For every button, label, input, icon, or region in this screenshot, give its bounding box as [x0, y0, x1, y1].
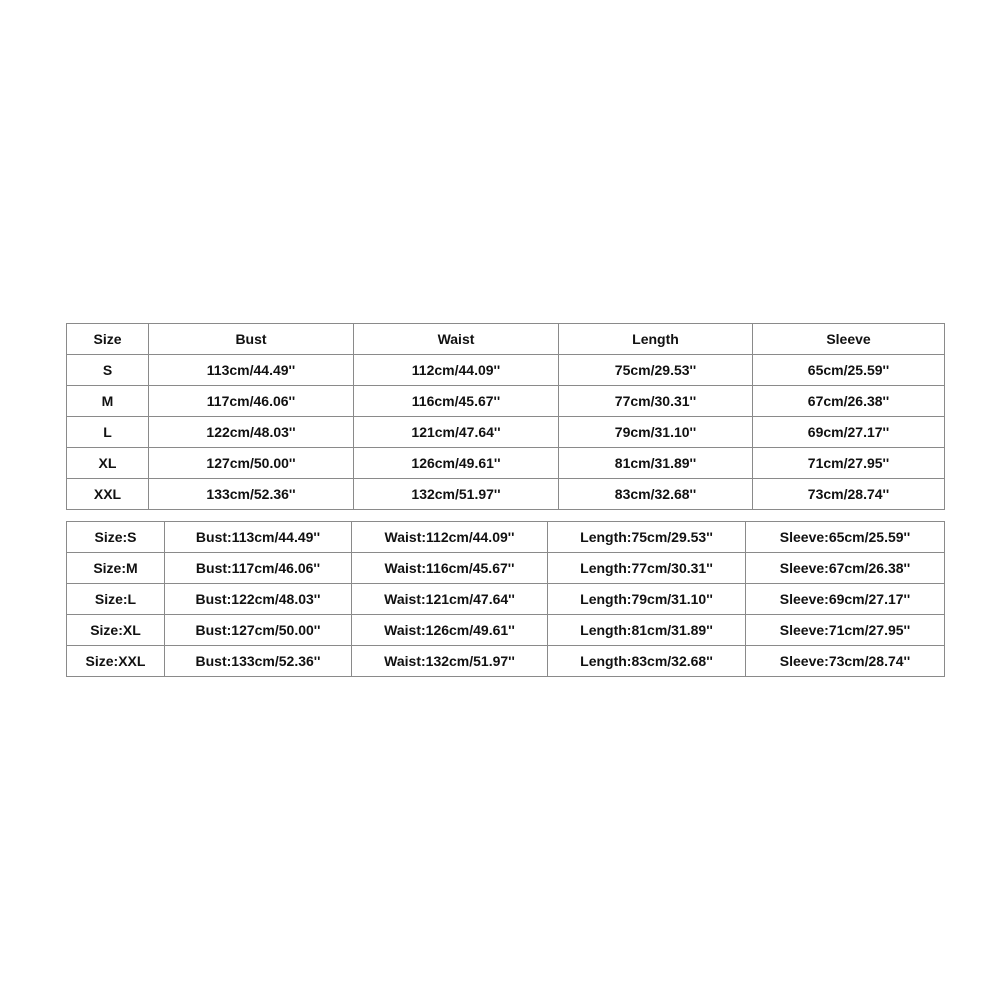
sleeve-cell: Sleeve:73cm/28.74'' [746, 646, 945, 677]
size-cell: XL [67, 448, 149, 479]
header-row [67, 324, 945, 355]
length-cell: Length:75cm/29.53'' [548, 522, 746, 553]
header-bust: Bust [149, 324, 354, 355]
size-cell: M [67, 386, 149, 417]
sleeve-cell: 71cm/27.95'' [753, 448, 945, 479]
table-row [67, 584, 945, 615]
length-cell: Length:77cm/30.31'' [548, 553, 746, 584]
table-row [67, 386, 945, 417]
size-cell: Size:XXL [67, 646, 165, 677]
length-cell: Length:81cm/31.89'' [548, 615, 746, 646]
sleeve-cell: Sleeve:69cm/27.17'' [746, 584, 945, 615]
bust-cell: 133cm/52.36'' [149, 479, 354, 510]
header-waist: Waist [354, 324, 559, 355]
waist-cell: 132cm/51.97'' [354, 479, 559, 510]
size-cell: Size:S [67, 522, 165, 553]
bust-cell: 122cm/48.03'' [149, 417, 354, 448]
bust-cell: 127cm/50.00'' [149, 448, 354, 479]
table-row [67, 522, 945, 553]
sleeve-cell: 67cm/26.38'' [753, 386, 945, 417]
waist-cell: Waist:121cm/47.64'' [352, 584, 548, 615]
waist-cell: 112cm/44.09'' [354, 355, 559, 386]
table-row [67, 553, 945, 584]
length-cell: Length:83cm/32.68'' [548, 646, 746, 677]
size-chart-table [66, 323, 945, 510]
size-list-table [66, 521, 945, 677]
header-sleeve: Sleeve [753, 324, 945, 355]
length-cell: 81cm/31.89'' [559, 448, 753, 479]
sleeve-cell: 73cm/28.74'' [753, 479, 945, 510]
length-cell: 79cm/31.10'' [559, 417, 753, 448]
waist-cell: Waist:132cm/51.97'' [352, 646, 548, 677]
table-row [67, 615, 945, 646]
waist-cell: Waist:126cm/49.61'' [352, 615, 548, 646]
bust-cell: Bust:122cm/48.03'' [165, 584, 352, 615]
sleeve-cell: Sleeve:67cm/26.38'' [746, 553, 945, 584]
table-row [67, 448, 945, 479]
sleeve-cell: Sleeve:71cm/27.95'' [746, 615, 945, 646]
table-row [67, 417, 945, 448]
waist-cell: Waist:116cm/45.67'' [352, 553, 548, 584]
table-row [67, 479, 945, 510]
size-cell: Size:L [67, 584, 165, 615]
length-cell: Length:79cm/31.10'' [548, 584, 746, 615]
table-row [67, 355, 945, 386]
table-row [67, 646, 945, 677]
bust-cell: Bust:127cm/50.00'' [165, 615, 352, 646]
sleeve-cell: Sleeve:65cm/25.59'' [746, 522, 945, 553]
size-cell: S [67, 355, 149, 386]
waist-cell: 126cm/49.61'' [354, 448, 559, 479]
waist-cell: Waist:112cm/44.09'' [352, 522, 548, 553]
length-cell: 83cm/32.68'' [559, 479, 753, 510]
bust-cell: Bust:117cm/46.06'' [165, 553, 352, 584]
size-cell: XXL [67, 479, 149, 510]
bust-cell: 117cm/46.06'' [149, 386, 354, 417]
bust-cell: Bust:113cm/44.49'' [165, 522, 352, 553]
bust-cell: 113cm/44.49'' [149, 355, 354, 386]
length-cell: 77cm/30.31'' [559, 386, 753, 417]
header-size: Size [67, 324, 149, 355]
sleeve-cell: 69cm/27.17'' [753, 417, 945, 448]
sleeve-cell: 65cm/25.59'' [753, 355, 945, 386]
header-length: Length [559, 324, 753, 355]
waist-cell: 116cm/45.67'' [354, 386, 559, 417]
bust-cell: Bust:133cm/52.36'' [165, 646, 352, 677]
length-cell: 75cm/29.53'' [559, 355, 753, 386]
size-cell: Size:XL [67, 615, 165, 646]
size-cell: Size:M [67, 553, 165, 584]
waist-cell: 121cm/47.64'' [354, 417, 559, 448]
size-cell: L [67, 417, 149, 448]
